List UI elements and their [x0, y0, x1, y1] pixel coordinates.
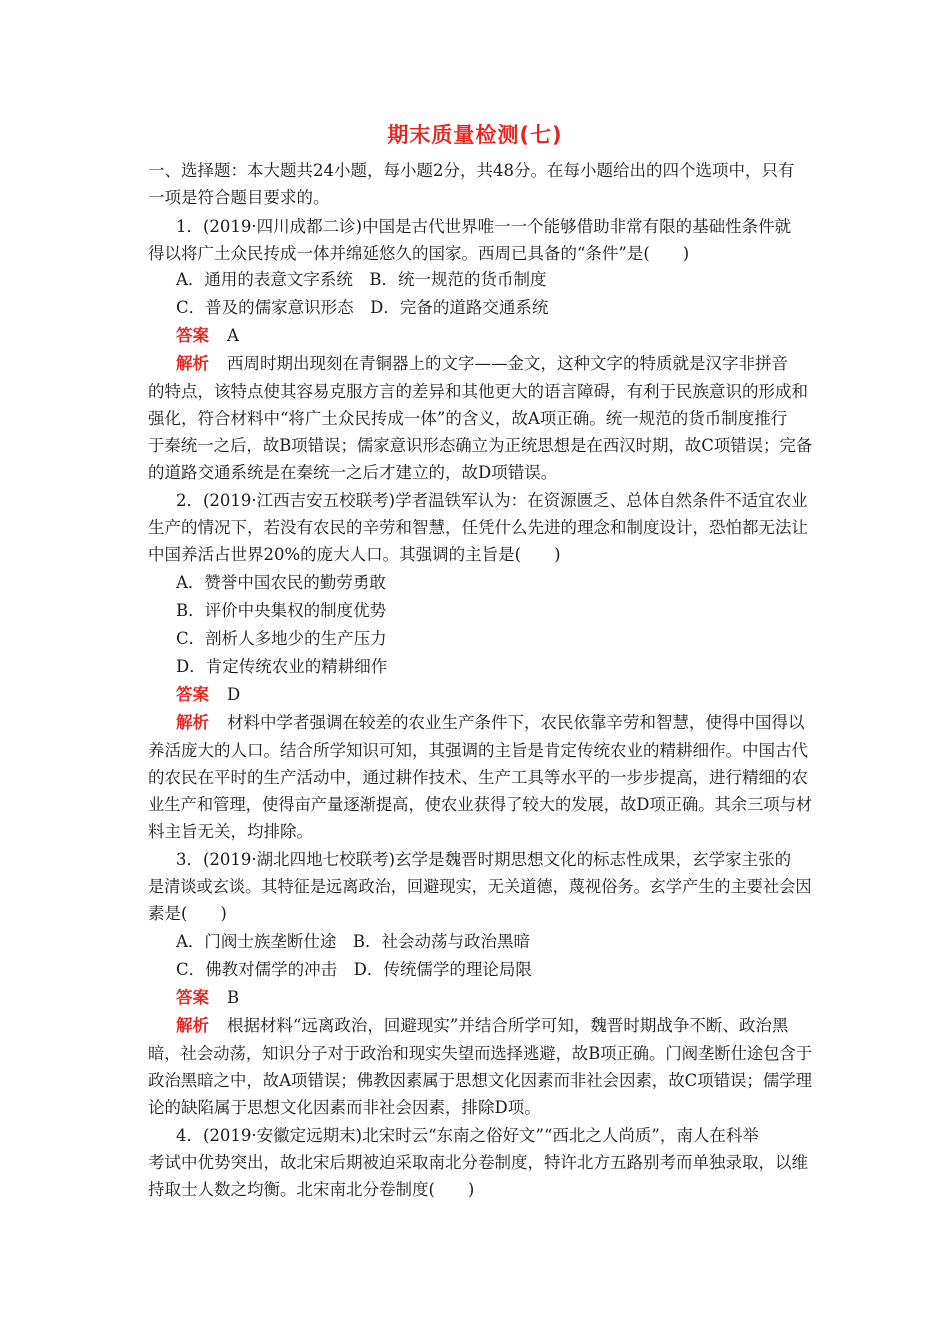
answer-label: 答案 — [176, 326, 209, 345]
q2-option-d: D．肯定传统农业的精耕细作 — [176, 657, 388, 676]
q1-analysis-line3: 强化，符合材料中“将广土众民抟成一体”的含义，故A项正确。统一规范的货币制度推行 — [148, 409, 788, 428]
q1-answer — [176, 325, 239, 347]
q2-answer-value: D — [227, 685, 241, 704]
q2-option-a: A．赞誉中国农民的勤劳勇敢 — [176, 573, 386, 592]
q1-stem-line1: 1．(2019·四川成都二诊)中国是古代世界唯一一个能够借助非常有限的基础性条件就 — [176, 217, 792, 236]
page-title: 期末质量检测(七) — [387, 123, 563, 147]
q2-stem-line3: 中国养活占世界20%的庞大人口。其强调的主旨是( ) — [148, 545, 561, 564]
q1-analysis-line5: 的道路交通系统是在秦统一之后才建立的，故D项错误。 — [148, 463, 558, 482]
q2-stem-line2: 生产的情况下，若没有农民的辛劳和智慧，任凭什么先进的理念和制度设计，恐怕都无法让 — [148, 518, 808, 537]
q4-stem-line1: 4．(2019·安徽定远期末)北宋时云“东南之俗好文”“西北之人尚质”，南人在科举 — [176, 1126, 759, 1145]
q3-stem-line1: 3．(2019·湖北四地七校联考)玄学是魏晋时期思想文化的标志性成果，玄学家主张的 — [176, 850, 792, 869]
q1-analysis-line4: 于秦统一之后，故B项错误；儒家意识形态确立为正统思想是在西汉时期，故C项错误；完备 — [148, 436, 813, 455]
q3-analysis-line1: 解析 根据材料“远离政治，回避现实”并结合所学可知，魏晋时期战争不断、政治黑 — [176, 1016, 789, 1035]
q2-option-c: C．剖析人多地少的生产压力 — [176, 629, 387, 648]
q3-answer — [176, 987, 239, 1009]
q1-analysis-line2: 的特点，该特点使其容易克服方言的差异和其他更大的语言障碍，有利于民族意识的形成和 — [148, 382, 808, 401]
q3-stem-line2: 是清谈或玄谈。其特征是远离政治，回避现实，无关道德，蔑视俗务。玄学产生的主要社会因 — [148, 877, 812, 896]
q4-stem-line2: 考试中优势突出，故北宋后期被迫采取南北分卷制度，特许北方五路别考而单独录取，以维 — [148, 1153, 808, 1172]
q3-options-row1: A．门阀士族垄断仕途 B．社会动荡与政治黑暗 — [176, 932, 531, 951]
q1-options-row2: C．普及的儒家意识形态 D．完备的道路交通系统 — [176, 298, 549, 317]
q2-stem-line1: 2．(2019·江西吉安五校联考)学者温铁军认为：在资源匮乏、总体自然条件不适宜农业 — [176, 491, 808, 510]
q2-analysis-line4: 业生产和管理，使得亩产量逐渐提高，使农业获得了较大的发展，故D项正确。其余三项与材 — [148, 795, 813, 814]
q2-option-b: B．评价中央集权的制度优势 — [176, 601, 387, 620]
q1-analysis-line1: 解析 西周时期出现刻在青铜器上的文字——金文，这种文字的特质就是汉字非拼音 — [176, 354, 788, 373]
answer-label: 答案 — [176, 988, 209, 1007]
q3-analysis-line2: 暗，社会动荡，知识分子对于政治和现实失望而选择逃避，故B项正确。门阀垄断仕途包含于 — [148, 1044, 813, 1063]
q3-analysis-line3: 政治黑暗之中，故A项错误；佛教因素属于思想文化因素而非社会因素，故C项错误；儒学理 — [148, 1071, 813, 1090]
q3-answer-value: B — [227, 988, 240, 1007]
q3-options-row2: C．佛教对儒学的冲击 D．传统儒学的理论局限 — [176, 960, 532, 979]
section-intro-line1: 一、选择题：本大题共24小题，每小题2分，共48分。在每小题给出的四个选项中，只有 — [148, 161, 795, 180]
q3-analysis-line4: 论的缺陷属于思想文化因素而非社会因素，排除D项。 — [148, 1098, 541, 1117]
analysis-label: 解析 — [176, 354, 209, 373]
q1-stem-line2: 得以将广土众民抟成一体并绵延悠久的国家。西周已具备的“条件”是( ) — [148, 244, 690, 263]
q2-analysis-line1: 解析 材料中学者强调在较差的农业生产条件下，农民依靠辛劳和智慧，使得中国得以 — [176, 713, 805, 732]
analysis-label: 解析 — [176, 713, 209, 732]
analysis-label: 解析 — [176, 1016, 209, 1035]
answer-label: 答案 — [176, 685, 209, 704]
q2-analysis-line2: 养活庞大的人口。结合所学知识可知，其强调的主旨是肯定传统农业的精耕细作。中国古代 — [148, 741, 808, 760]
q4-stem-line3: 持取士人数之均衡。北宋南北分卷制度( ) — [148, 1180, 475, 1199]
q3-stem-line3: 素是( ) — [148, 904, 227, 923]
q1-answer-value: A — [227, 326, 239, 345]
section-intro-line2: 一项是符合题目要求的。 — [148, 188, 330, 207]
q2-answer — [176, 684, 240, 706]
q2-analysis-line5: 料主旨无关，均排除。 — [148, 822, 313, 841]
q2-analysis-line3: 的农民在平时的生产活动中，通过耕作技术、生产工具等水平的一步步提高，进行精细的农 — [148, 768, 808, 787]
q1-options-row1: A．通用的表意文字系统 B．统一规范的货币制度 — [176, 270, 547, 289]
